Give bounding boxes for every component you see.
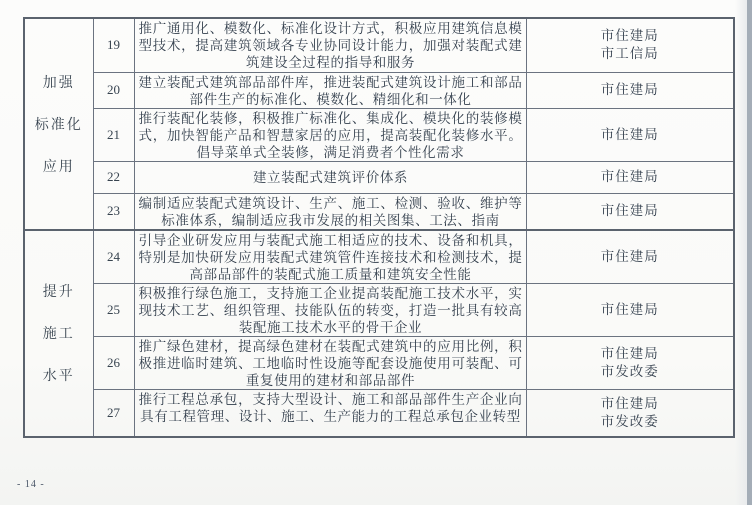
table-row bbox=[24, 283, 734, 336]
department-line: 市住建局 bbox=[600, 248, 659, 264]
task-text: 积极推行绿色施工，支持施工企业提高装配施工技术水平，实现技术工艺、组织管理、技能队伍的转变，打造一批具有较高装配施工技术水平的骨干企业 bbox=[134, 283, 526, 336]
table-row bbox=[24, 72, 734, 108]
task-text: 建立装配式建筑评价体系 bbox=[134, 161, 526, 193]
row-number: 23 bbox=[93, 193, 134, 230]
category-line: 标准化 bbox=[34, 117, 83, 133]
scan-edge-strip bbox=[747, 0, 752, 505]
department-cell bbox=[526, 18, 734, 72]
category-line: 应用 bbox=[42, 159, 75, 175]
row-number: 25 bbox=[93, 283, 134, 336]
scan-edge-shadow bbox=[735, 0, 747, 505]
department-line: 市住建局 bbox=[600, 395, 659, 411]
department-line: 市住建局 bbox=[600, 28, 659, 44]
department-line: 市工信局 bbox=[600, 46, 659, 62]
department-cell bbox=[526, 389, 734, 437]
table-row bbox=[24, 161, 734, 193]
department-line: 市住建局 bbox=[600, 169, 659, 184]
category-cell bbox=[24, 18, 93, 230]
row-number: 21 bbox=[93, 108, 134, 161]
department-line: 市住建局 bbox=[600, 203, 659, 218]
department-cell bbox=[526, 72, 734, 108]
row-number: 19 bbox=[93, 18, 134, 72]
row-number: 24 bbox=[93, 230, 134, 284]
table-row bbox=[24, 230, 734, 284]
category-line: 提升 bbox=[42, 285, 75, 301]
task-text: 推行工程总承包，支持大型设计、施工和部品部件生产企业向具有工程管理、设计、施工、生产能力的工程总承包企业转型 bbox=[134, 389, 526, 437]
category-cell bbox=[24, 230, 93, 438]
row-number: 20 bbox=[93, 72, 134, 108]
task-text: 推行装配化装修，积极推广标准化、集成化、模块化的装修模式，加快智能产品和智慧家居的应用，提高装配化装修水平。倡导菜单式全装修，满足消费者个性化需求 bbox=[134, 108, 526, 161]
task-text: 推广绿色建材，提高绿色建材在装配式建筑中的应用比例，积极推进临时建筑、工地临时性设施等配套设施使用可装配、可重复使用的建材和部品部件 bbox=[134, 336, 526, 389]
task-text: 推广通用化、模数化、标准化设计方式，积极应用建筑信息模型技术，提高建筑领域各专业协同设计能力，加强对装配式建筑建设全过程的指导和服务 bbox=[134, 18, 526, 72]
department-cell bbox=[526, 336, 734, 389]
table-row bbox=[24, 193, 734, 230]
department-line: 市住建局 bbox=[600, 345, 659, 361]
department-cell bbox=[526, 161, 734, 193]
table-row bbox=[24, 389, 734, 437]
department-cell bbox=[526, 230, 734, 284]
category-line: 施工 bbox=[42, 327, 75, 343]
task-text: 建立装配式建筑部品部件库，推进装配式建筑设计施工和部品部件生产的标准化、模数化、精细化和一体化 bbox=[134, 72, 526, 108]
task-text: 编制适应装配式建筑设计、生产、施工、检测、验收、维护等标准体系，编制适应我市发展的相关图集、工法、指南 bbox=[134, 193, 526, 230]
department-cell bbox=[526, 283, 734, 336]
row-number: 26 bbox=[93, 336, 134, 389]
row-number: 22 bbox=[93, 161, 134, 193]
department-line: 市发改委 bbox=[600, 413, 659, 429]
category-line: 加强 bbox=[42, 75, 75, 91]
category-line: 水平 bbox=[42, 369, 75, 385]
table-row bbox=[24, 108, 734, 161]
page-number: - 14 - bbox=[17, 479, 45, 490]
department-cell bbox=[526, 108, 734, 161]
department-line: 市住建局 bbox=[600, 301, 659, 317]
department-line: 市住建局 bbox=[600, 82, 659, 97]
table-row bbox=[24, 336, 734, 389]
measures-table bbox=[23, 17, 735, 438]
department-line: 市住建局 bbox=[600, 126, 659, 142]
table-row bbox=[24, 18, 734, 72]
row-number: 27 bbox=[93, 389, 134, 437]
department-line: 市发改委 bbox=[600, 363, 659, 379]
department-cell bbox=[526, 193, 734, 230]
task-text: 引导企业研发应用与装配式施工相适应的技术、设备和机具，特别是加快研发应用装配式建筑管件连接技术和检测技术，提高部品部件的装配式施工质量和建筑安全性能 bbox=[134, 230, 526, 284]
